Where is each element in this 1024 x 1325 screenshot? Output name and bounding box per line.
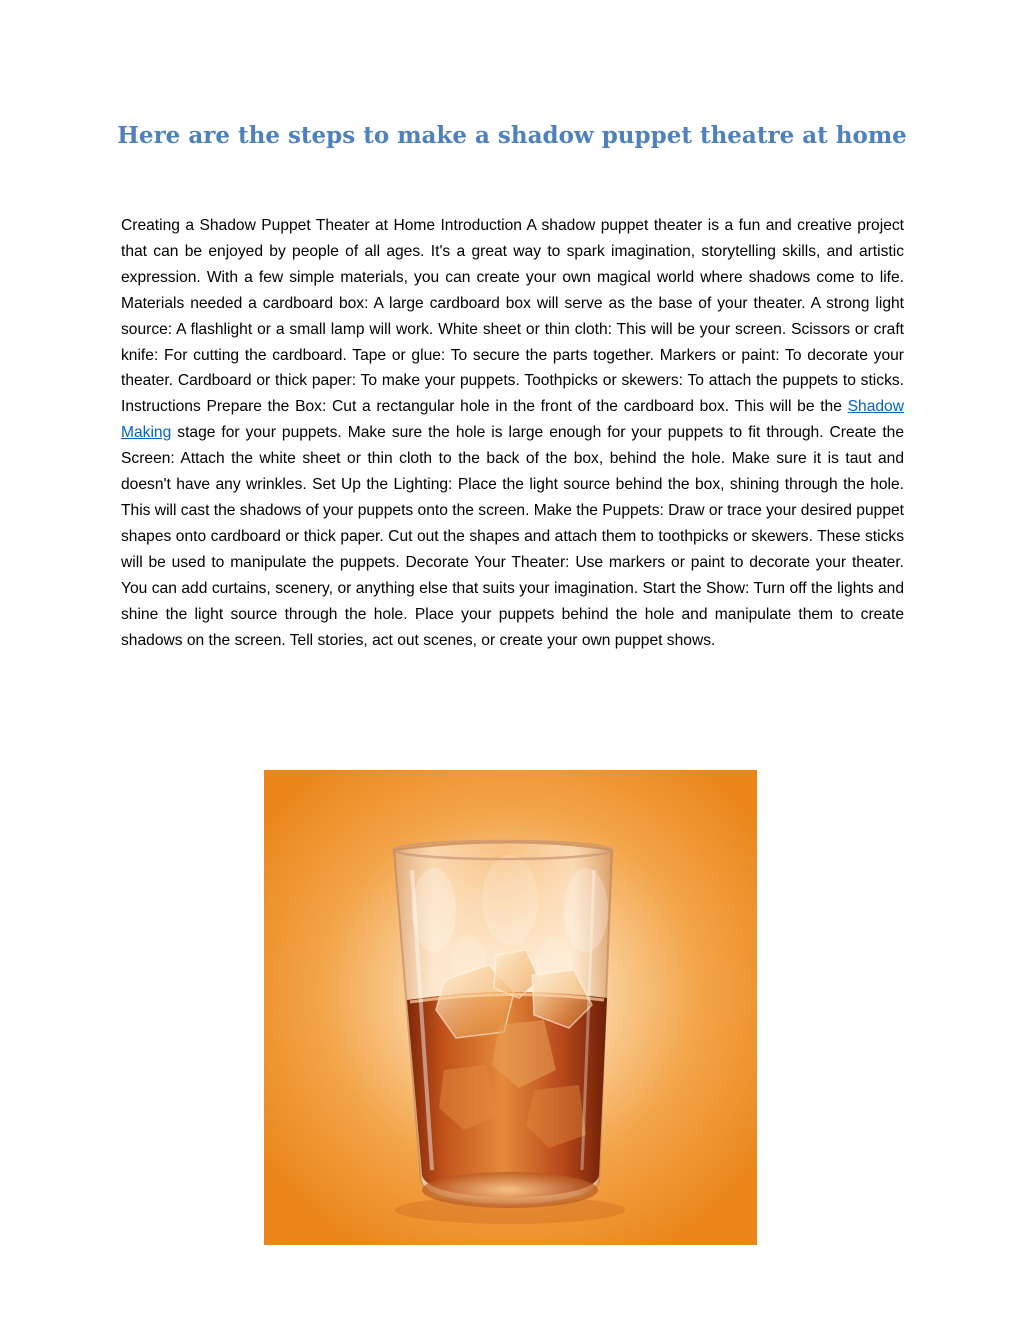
- glass-with-ice-icon: [264, 770, 757, 1245]
- paragraph-text-after-link: stage for your puppets. Make sure the hole is large enough for your puppets to fit through. Create the Screen: Attach the white sheet or thin cloth to the back of the box, behind the hole. Make sure it is taut and doesn't have any wrinkles. Set Up the Lighting: Place the light source behind the box, shining through the hole. This will cast the shadows of your puppets onto the screen. Make the Puppets: Draw or trace your desired puppet shapes onto cardboard or thick paper. Cut out the shapes and attach them to toothpicks or skewers. These sticks will be used to manipulate the puppets. Decorate Your Theater: Use markers or paint to decorate your theater. You can add curtains, scenery, or anything else that suits your imagination. Start the Show: Turn off the lights and shine the light source through the hole. Place your puppets behind the hole and manipulate them to create shadows on the screen. Tell stories, act out scenes, or create your own puppet shows.: [121, 424, 904, 649]
- shadow-making-link[interactable]: Shadow Making: [121, 398, 904, 442]
- drink-photo: [264, 770, 757, 1245]
- body-paragraph: [121, 213, 904, 653]
- page-title: Here are the steps to make a shadow puppet theatre at home: [117, 122, 907, 149]
- paragraph-text-before-link: Creating a Shadow Puppet Theater at Home Introduction A shadow puppet theater is a fun and creative project that can be enjoyed by people of all ages. It's a great way to spark imagination, storytelling skills, and artistic expression. With a few simple materials, you can create your own magical world where shadows come to life. Materials needed a cardboard box: A large cardboard box will serve as the base of your theater. A strong light source: A flashlight or a small lamp will work. White sheet or thin cloth: This will be your screen. Scissors or craft knife: For cutting the cardboard. Tape or glue: To secure the parts together. Markers or paint: To decorate your theater. Cardboard or thick paper: To make your puppets. Toothpicks or skewers: To attach the puppets to sticks. Instructions Prepare the Box: Cut a rectangular hole in the front of the cardboard box. This will be the: [121, 217, 904, 416]
